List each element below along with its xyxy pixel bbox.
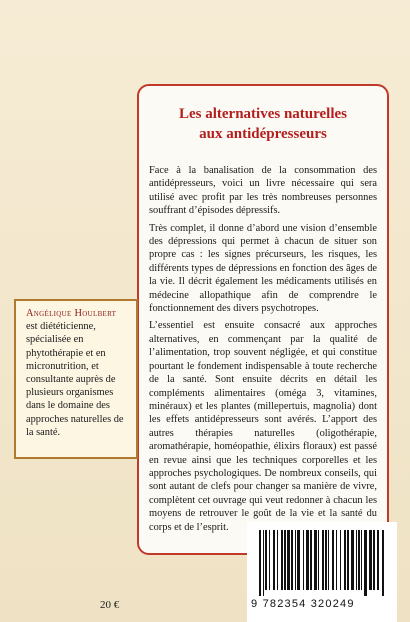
barcode-bar (340, 530, 341, 590)
summary-paragraph-2: Très complet, il donne d’abord une vision d’ensemble des dépressions qui permet à chacun de situer son propre cas : les signes précurseurs, les risques, les différents types de dépressions en fonction des âges de la vie. Il décrit également les médicaments utilisés en médecine allopathique afin de comprendre le fonctionnement des divers psychotropes. (149, 222, 377, 315)
price-label: 20 € (100, 599, 120, 611)
barcode-bar (287, 530, 290, 590)
barcode-bar (259, 530, 261, 596)
barcode-bar (310, 530, 312, 590)
barcode-bar (297, 530, 300, 590)
barcode-bar (361, 530, 362, 590)
barcode-bar (265, 530, 267, 590)
barcode-bar (281, 530, 283, 590)
barcode-bar (325, 530, 327, 590)
isbn-number: 9 782354 320249 (251, 598, 355, 610)
barcode-bar (364, 530, 367, 596)
barcode-bar (306, 530, 309, 590)
title-line-1: Les alternatives naturelles (178, 106, 348, 122)
barcode-bar (358, 530, 360, 590)
author-description: est diététicienne, spécialisée en phytothérapie et en micronutrition, et consultante auprès de plusieurs organismes dans le domaine des approches naturelles de la santé. (26, 321, 124, 438)
barcode-bar (344, 530, 346, 590)
title-line-2: aux antidépresseurs (199, 126, 327, 142)
barcode-bar (277, 530, 278, 590)
author-name: Angélique Houlbert (26, 308, 117, 319)
barcode (247, 522, 397, 622)
barcode-bar (328, 530, 329, 590)
barcode-bar (356, 530, 357, 590)
summary-box (137, 84, 389, 555)
barcode-bar (295, 530, 296, 590)
barcode-bar (336, 530, 337, 590)
barcode-bar (322, 530, 324, 590)
barcode-bar (369, 530, 372, 590)
barcode-bar (351, 530, 354, 590)
barcode-bar (263, 530, 264, 596)
barcode-bar (303, 530, 304, 590)
author-box (14, 299, 138, 459)
barcode-bar (332, 530, 334, 590)
summary-paragraph-3: L’essentiel est ensuite consacré aux approches alternatives, en commençant par la qualité de l’alimentation, trop souvent négligée, et qui constitue pourtant le fondement indispensable à toute recherche de la santé. Sont ensuite décrits en détail les compléments alimentaires (oméga 3, vitamines, minéraux) et les plantes (millepertuis, magnolia) dont les effets antidépresseurs sont avérés. L’apport des autres thérapies naturelles (oligothérapie, aromathérapie, homéopathie, élixirs floraux) est passé en revue ainsi que les techniques corporelles et les approches psychologiques. De nombreux conseils, qui sont autant de clefs pour changer sa manière de vivre, complètent cet ouvrage qui veut redonner à chacun les moyens de retrouver le goût de la vie et la santé du corps et de l’esprit. (149, 320, 377, 533)
barcode-bar (291, 530, 293, 590)
summary-text (149, 164, 377, 534)
barcode-bar (347, 530, 349, 590)
barcode-bar (273, 530, 275, 590)
barcode-bar (314, 530, 317, 590)
barcode-bars (257, 530, 387, 596)
barcode-bar (377, 530, 379, 590)
barcode-bar (269, 530, 270, 590)
book-title (149, 104, 377, 144)
barcode-bar (373, 530, 375, 590)
barcode-bar (382, 530, 384, 596)
barcode-bar (318, 530, 319, 590)
summary-paragraph-1: Face à la banalisation de la consommation des antidépresseurs, voici un livre nécessaire qui sera utilisé avec profit par les très nombreuses personnes souffrant d’épisodes dépressifs. (149, 165, 377, 217)
barcode-bar (284, 530, 286, 590)
